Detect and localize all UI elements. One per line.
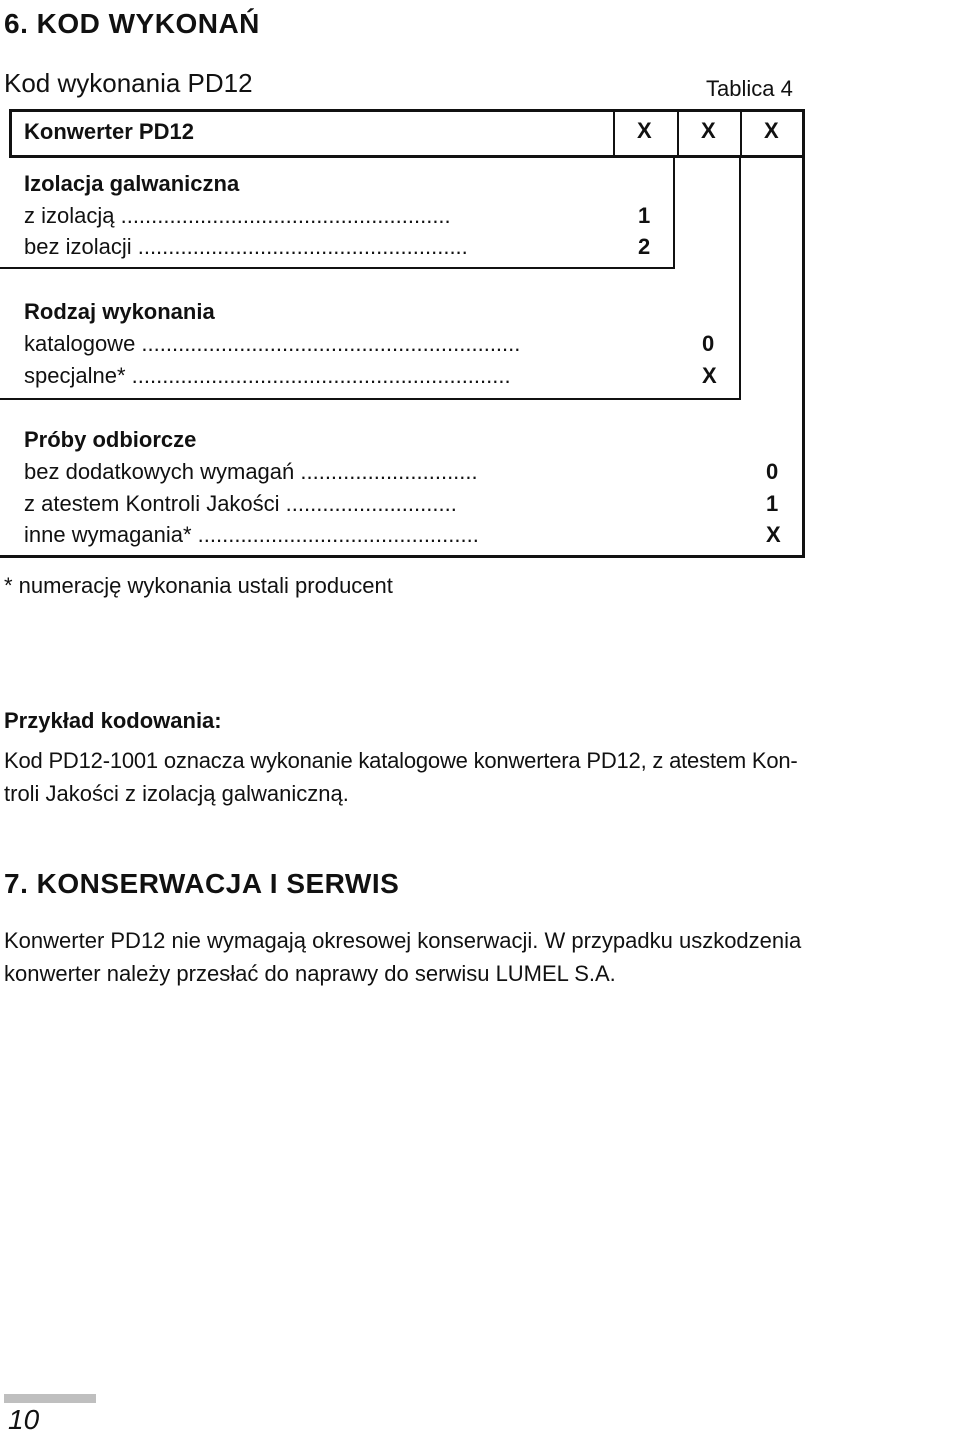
leader-line-col-2 [739,158,741,400]
header-col-divider-3 [740,109,742,158]
section-7-title: 7. KONSERWACJA I SERWIS [4,868,400,899]
header-top-border [9,109,804,112]
option-code: X [766,522,781,547]
option-label: specjalne* .............................................................. [24,363,511,388]
example-line-2: troli Jakości z izolacją galwaniczną. [4,781,349,806]
subtitle: Kod wykonania PD12 [4,68,253,98]
option-label: bez dodatkowych wymagań ............................. [24,459,478,484]
group-title-isolation: Izolacja galwaniczna [24,171,240,196]
option-label: inne wymagania* .............................................. [24,522,479,547]
option-label: z izolacją ...................................................... [24,203,451,228]
page-number: 10 [8,1404,40,1435]
option-code: 1 [766,491,779,516]
leader-line-col-1 [673,158,675,269]
page-number-bar [4,1394,96,1403]
option-label: z atestem Kontroli Jakości ............................ [24,491,457,516]
example-line-1: Kod PD12-1001 oznacza wykonanie katalogowe konwertera PD12, z atestem Kon- [4,748,798,773]
section-7-line-1: Konwerter PD12 nie wymagają okresowej konserwacji. W przypadku uszkodzenia [4,928,802,953]
header-col-divider-2 [677,109,679,158]
option-code: 0 [702,331,715,356]
header-col-2: X [701,118,716,143]
option-code: X [702,363,717,388]
header-bottom-border [9,155,804,158]
option-label: bez izolacji ...................................................... [24,234,468,259]
group-3-rule [0,555,805,558]
section-7-line-2: konwerter należy przesłać do naprawy do serwisu LUMEL S.A. [4,961,616,986]
option-label: katalogowe .............................................................. [24,331,521,356]
section-6-title: 6. KOD WYKONAŃ [4,8,260,39]
footnote: * numerację wykonania ustali producent [4,573,393,598]
header-col-3: X [764,118,779,143]
option-code: 2 [638,234,651,259]
table-label: Tablica 4 [706,76,793,101]
option-code: 1 [638,203,651,228]
example-title: Przykład kodowania: [4,708,222,733]
group-title-version: Rodzaj wykonania [24,299,215,324]
group-1-rule [0,267,675,269]
header-col-divider-1 [613,109,615,158]
leader-line-col-3 [802,109,805,558]
group-title-tests: Próby odbiorcze [24,427,197,452]
option-code: 0 [766,459,779,484]
header-label: Konwerter PD12 [24,119,194,144]
header-col-1: X [637,118,652,143]
group-2-rule [0,398,741,400]
header-left-border [9,109,12,158]
